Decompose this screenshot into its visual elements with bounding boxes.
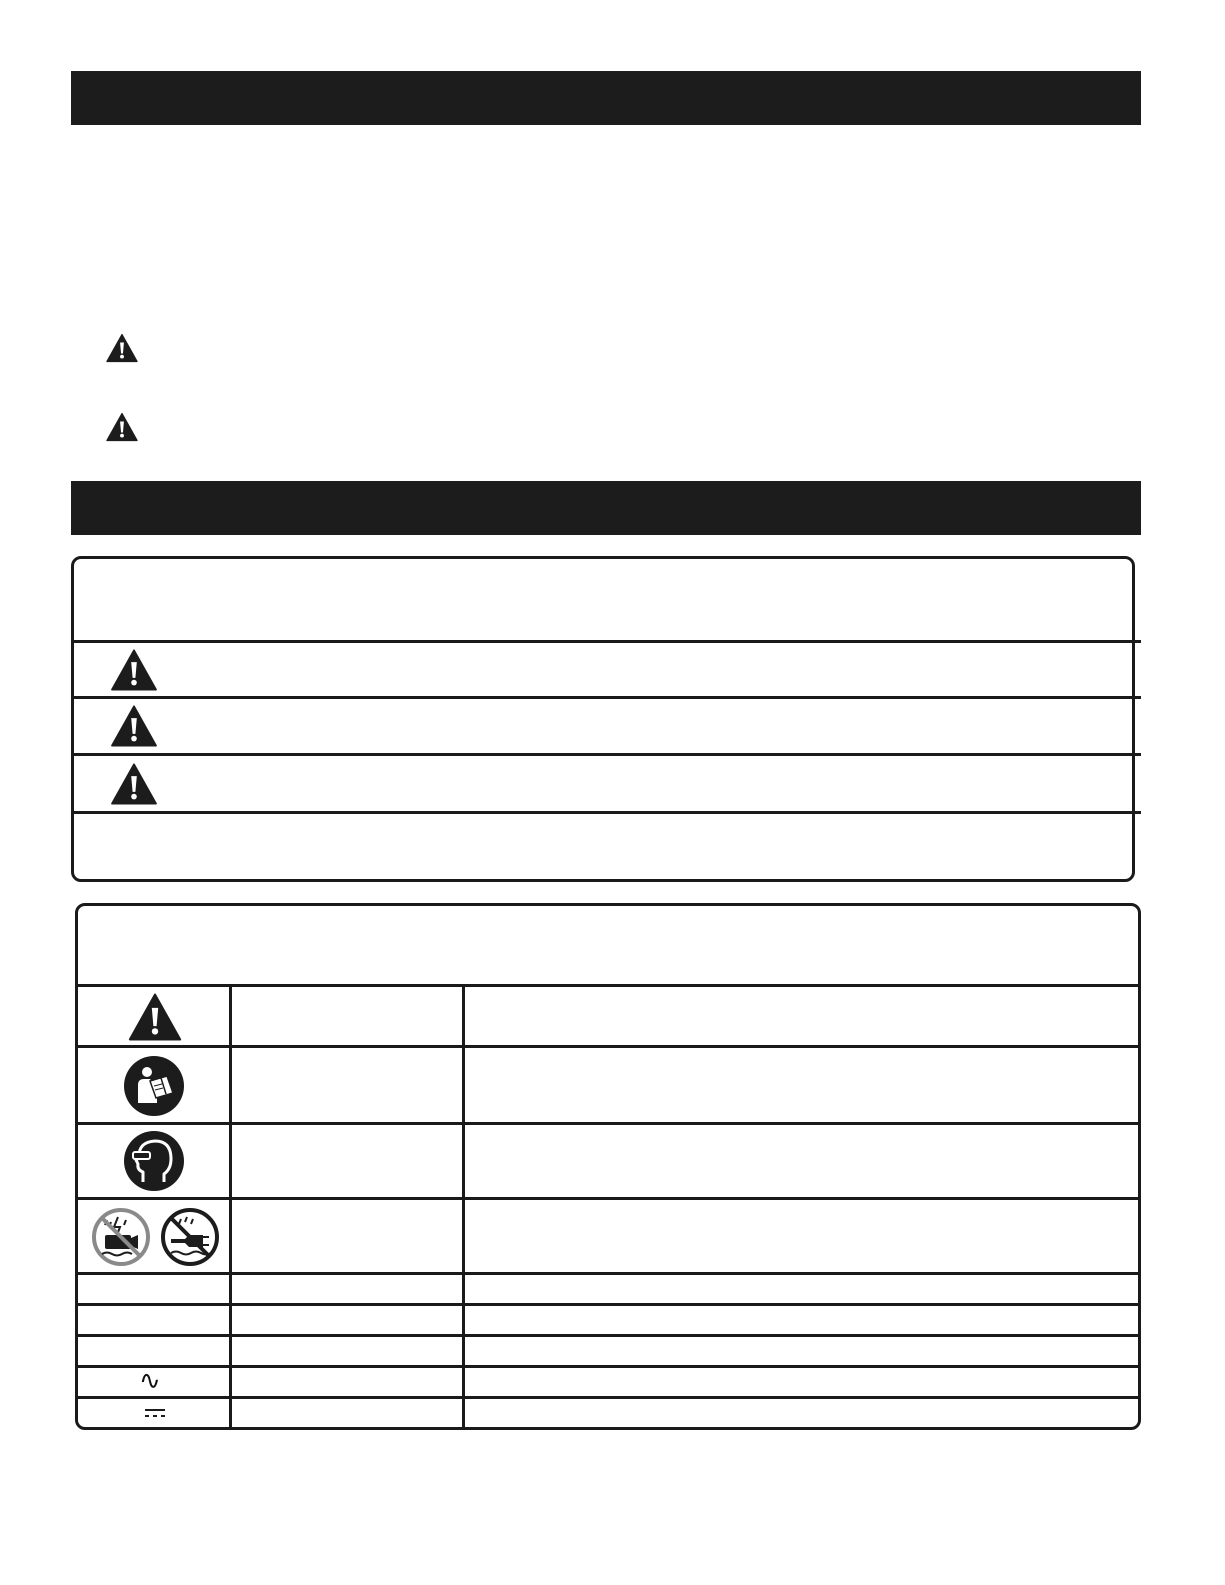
warning-triangle-icon [110, 649, 158, 691]
alternating-current-icon: ∿ [139, 1366, 161, 1396]
table-row-divider [75, 1197, 1141, 1200]
warning-triangle-icon [110, 705, 158, 747]
no-immersion-icon [159, 1207, 221, 1267]
read-manual-icon [123, 1055, 185, 1117]
section-header-bar [71, 481, 1141, 535]
table-row-divider [75, 1396, 1141, 1399]
no-rain-exposure-icon [90, 1207, 152, 1267]
table-row-divider [75, 1272, 1141, 1275]
table-row-divider [75, 1334, 1141, 1337]
warning-triangle-icon [110, 763, 158, 805]
divider [71, 696, 1141, 699]
eye-protection-icon [123, 1130, 185, 1192]
table-column-divider [229, 986, 232, 1428]
divider [71, 811, 1141, 814]
divider [71, 640, 1141, 643]
warning-triangle-icon [106, 412, 138, 442]
warning-triangle-icon [106, 333, 138, 363]
table-column-divider [462, 986, 465, 1428]
table-row-divider [75, 1365, 1141, 1368]
divider [71, 753, 1141, 756]
signal-words-box [71, 556, 1135, 882]
table-row-divider [75, 984, 1141, 987]
table-row-divider [75, 1122, 1141, 1125]
section-header-bar [71, 71, 1141, 125]
table-row-divider [75, 1303, 1141, 1306]
table-row-divider [75, 1045, 1141, 1048]
warning-triangle-icon [127, 993, 183, 1041]
direct-current-icon [144, 1407, 166, 1419]
symbols-table [75, 903, 1141, 1430]
